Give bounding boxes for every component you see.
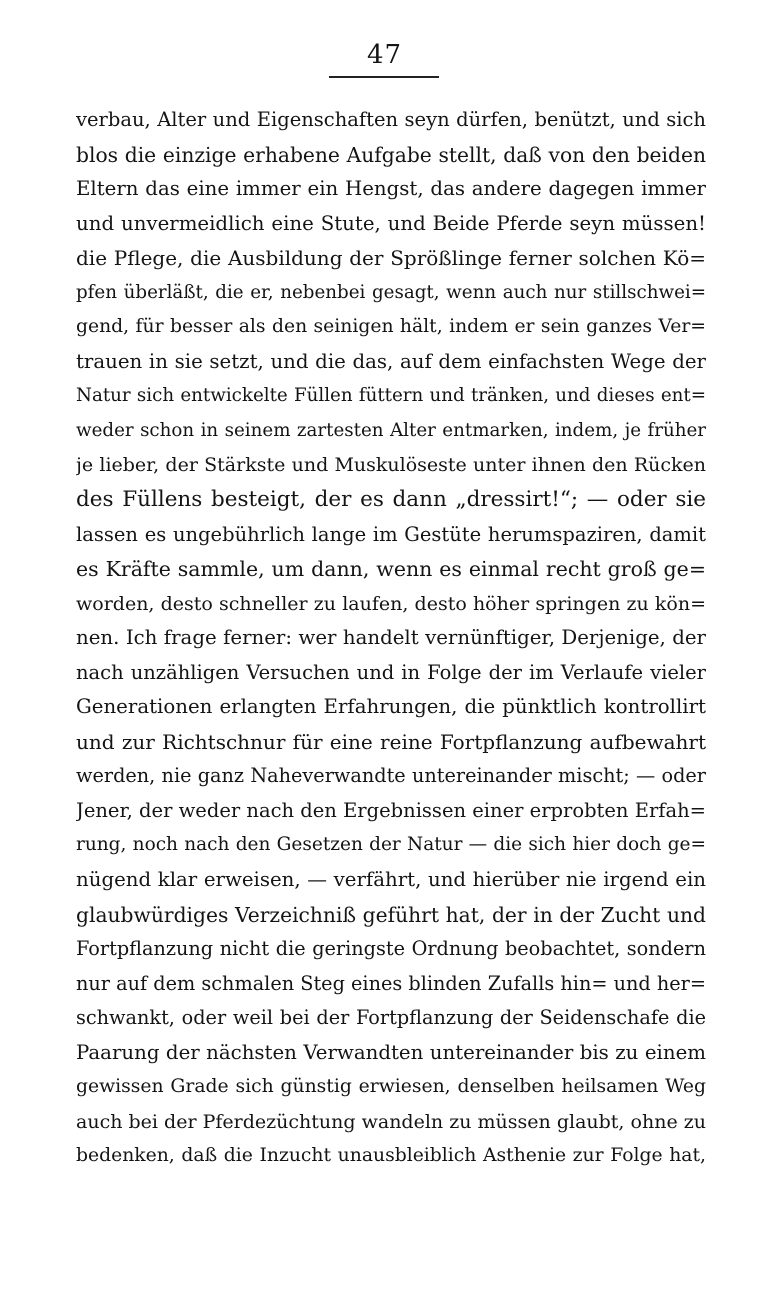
text-line: nach unzähligen Versuchen und in Folge der im Verlaufe vieler bbox=[76, 660, 706, 684]
text-line: Natur sich entwickelte Füllen füttern und tränken, und dieses ent= bbox=[76, 385, 706, 407]
text-line: nügend klar erweisen, — verfährt, und hierüber nie irgend ein bbox=[76, 868, 706, 892]
text-line: glaubwürdiges Verzeichniß geführt hat, der in der Zucht und bbox=[76, 902, 706, 927]
header-rule bbox=[329, 76, 439, 78]
body-text bbox=[76, 103, 706, 1174]
text-line: Paarung der nächsten Verwandten untereinander bis zu einem bbox=[76, 1040, 706, 1064]
text-line: rung, noch nach den Gesetzen der Natur — die sich hier doch ge= bbox=[76, 834, 706, 856]
text-line: blos die einzige erhabene Aufgabe stellt, daß von den beiden bbox=[76, 142, 706, 167]
text-line: Eltern das eine immer ein Hengst, das andere dagegen immer bbox=[76, 177, 706, 201]
text-line: weder schon in seinem zartesten Alter entmarken, indem, je früher bbox=[76, 419, 706, 441]
text-line: verbau, Alter und Eigenschaften seyn dürfen, benützt, und sich bbox=[76, 108, 706, 131]
text-line: nur auf dem schmalen Steg eines blinden Zufalls hin= und her= bbox=[76, 971, 706, 995]
text-line: nen. Ich frage ferner: wer handelt vernünftiger, Derjenige, der bbox=[76, 626, 706, 650]
text-line: worden, desto schneller zu laufen, desto höher springen zu kön= bbox=[76, 592, 706, 615]
text-line: bedenken, daß die Inzucht unausbleiblich Asthenie zur Folge hat, bbox=[76, 1145, 706, 1167]
text-line: pfen überläßt, die er, nebenbei gesagt, wenn auch nur stillschwei= bbox=[76, 281, 706, 303]
text-line: schwankt, oder weil bei der Fortpflanzung der Seidenschafe die bbox=[76, 1006, 706, 1030]
text-line: des Füllens besteigt, der es dann „dressirt!“; — oder sie bbox=[76, 487, 706, 513]
text-line: gend, für besser als den seinigen hält, indem er sein ganzes Ver= bbox=[76, 316, 706, 338]
text-line: gewissen Grade sich günstig erwiesen, denselben heilsamen Weg bbox=[76, 1076, 706, 1098]
text-line: und zur Richtschnur für eine reine Fortpflanzung aufbewahrt bbox=[76, 729, 706, 754]
text-line: je lieber, der Stärkste und Muskulöseste unter ihnen den Rücken bbox=[76, 454, 706, 477]
text-line: werden, nie ganz Naheverwandte untereinander mischt; — oder bbox=[76, 764, 706, 788]
page-header bbox=[0, 38, 769, 72]
text-line: lassen es ungebührlich lange im Gestüte herumspaziren, damit bbox=[76, 522, 706, 546]
text-line: und unvermeidlich eine Stute, und Beide Pferde seyn müssen! bbox=[76, 211, 706, 235]
text-line: auch bei der Pferdezüchtung wandeln zu müssen glaubt, ohne zu bbox=[76, 1110, 706, 1133]
text-line: Generationen erlangten Erfahrungen, die pünktlich kontrollirt bbox=[76, 695, 706, 719]
text-line: die Pflege, die Ausbildung der Sprößlinge ferner solchen Kö= bbox=[76, 246, 706, 271]
text-line: Fortpflanzung nicht die geringste Ordnung beobachtet, sondern bbox=[76, 937, 706, 961]
text-line: trauen in sie setzt, und die das, auf dem einfachsten Wege der bbox=[76, 349, 706, 373]
page-number: 47 bbox=[366, 40, 403, 70]
text-line: es Kräfte sammle, um dann, wenn es einmal recht groß ge= bbox=[76, 557, 706, 582]
text-line: Jener, der weder nach den Ergebnissen einer erprobten Erfah= bbox=[76, 798, 706, 822]
